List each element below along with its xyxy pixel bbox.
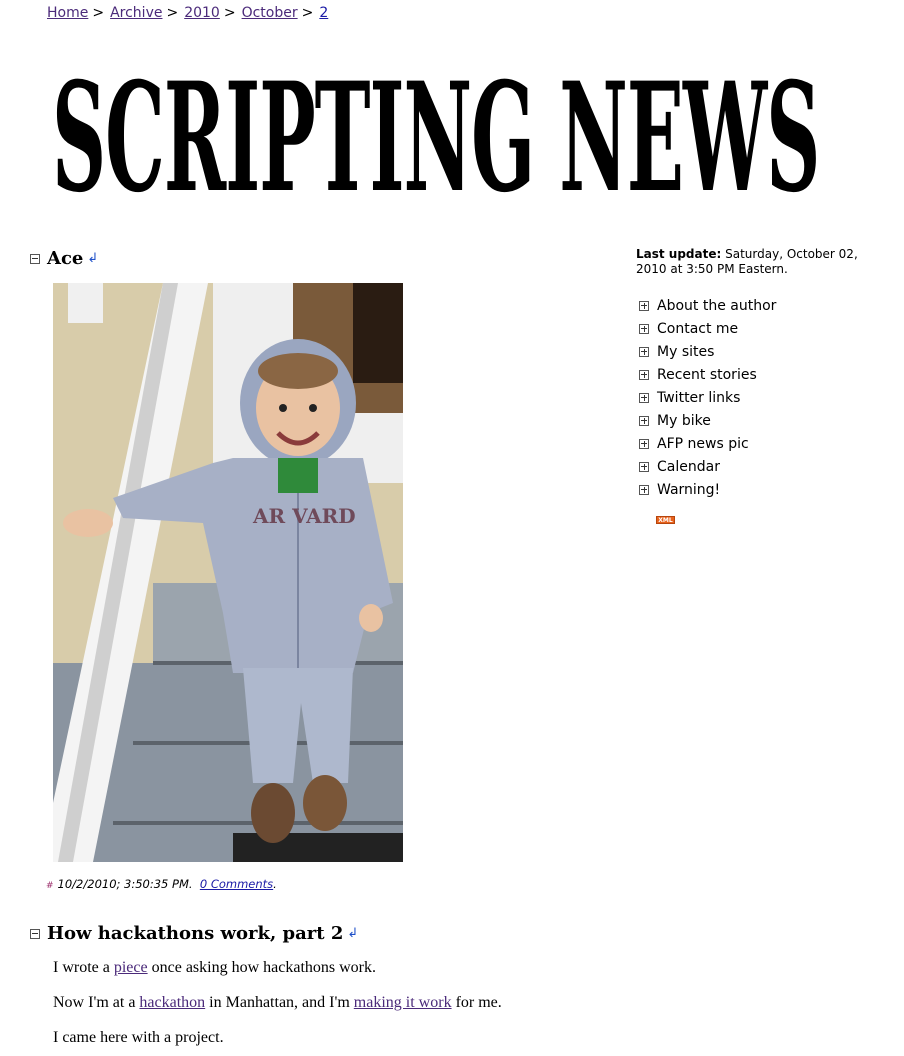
expand-icon[interactable] [639,416,649,426]
comments-link[interactable]: 0 Comments [199,877,274,891]
last-update-value: Saturday, October 02, 2010 at 3:50 PM Eastern. [636,247,858,276]
sidebar-item-my-bike[interactable] [639,409,776,432]
sidebar-menu [639,294,776,501]
paragraph-text: in Manhattan, and I'm [205,994,354,1011]
post-timestamp: 10/2/2010; 3:50:35 PM. [57,877,193,891]
breadcrumb-archive[interactable]: Archive [110,5,163,21]
sidebar-item-contact-me[interactable] [639,317,776,340]
piece-link[interactable]: piece [113,959,148,976]
paragraph-text: I wrote a [53,959,114,976]
collapse-icon[interactable] [30,929,40,939]
expand-icon[interactable] [639,301,649,311]
breadcrumb-separator: > [223,5,236,21]
hackathon-link[interactable]: hackathon [139,994,206,1011]
expand-icon[interactable] [639,439,649,449]
expand-icon[interactable] [639,324,649,334]
breadcrumb [47,5,328,21]
svg-text:AR VARD: AR VARD [253,504,356,528]
breadcrumb-home[interactable]: Home [47,5,89,21]
breadcrumb-separator: > [166,5,179,21]
breadcrumb-year[interactable]: 2010 [184,5,220,21]
meta-end: . [273,877,277,891]
sidebar-item-label: About the author [657,297,777,314]
post-header [30,248,98,269]
sidebar-item-twitter-links[interactable] [639,386,776,409]
post-paragraph [53,994,502,1012]
return-arrow-icon[interactable]: ↲ [347,926,359,941]
paragraph-text: once asking how hackathons work. [147,959,376,976]
collapse-icon[interactable] [30,254,40,264]
sidebar-item-recent-stories[interactable] [639,363,776,386]
post-header [30,923,358,944]
permalink-hash[interactable]: # [46,881,54,891]
breadcrumb-day[interactable]: 2 [319,5,329,21]
post-photo [53,283,403,862]
sidebar-item-label: AFP news pic [657,435,749,452]
post-meta [46,877,277,891]
sidebar-item-calendar[interactable] [639,455,776,478]
expand-icon[interactable] [639,485,649,495]
sidebar-item-label: My sites [657,343,715,360]
post-paragraph [53,1029,224,1047]
xml-feed-badge[interactable]: XML [656,516,675,524]
expand-icon[interactable] [639,370,649,380]
paragraph-text: I came here with a project. [53,1029,224,1046]
expand-icon[interactable] [639,347,649,357]
expand-icon[interactable] [639,393,649,403]
sidebar-item-label: Calendar [657,458,720,475]
post-title: How hackathons work, part 2 [47,923,344,944]
site-masthead[interactable]: SCRIPTING NEWS [52,50,820,226]
sidebar-item-label: Twitter links [657,389,741,406]
paragraph-text: for me. [451,994,502,1011]
sidebar-item-label: Contact me [657,320,739,337]
breadcrumb-separator: > [92,5,105,21]
making-it-work-link[interactable]: making it work [353,994,452,1011]
return-arrow-icon[interactable]: ↲ [87,251,99,266]
post-paragraph [53,959,376,977]
sidebar-item-warning[interactable] [639,478,776,501]
sidebar-item-afp-news-pic[interactable] [639,432,776,455]
sidebar-item-label: Warning! [657,481,721,498]
sidebar-item-label: Recent stories [657,366,757,383]
last-update [636,247,886,277]
sidebar-item-label: My bike [657,412,711,429]
breadcrumb-separator: > [301,5,314,21]
breadcrumb-month[interactable]: October [241,5,298,21]
post-title: Ace [47,248,84,269]
sidebar-item-my-sites[interactable] [639,340,776,363]
sidebar-item-about-the-author[interactable] [639,294,776,317]
last-update-label: Last update: [636,247,722,261]
expand-icon[interactable] [639,462,649,472]
paragraph-text: Now I'm at a [53,994,140,1011]
